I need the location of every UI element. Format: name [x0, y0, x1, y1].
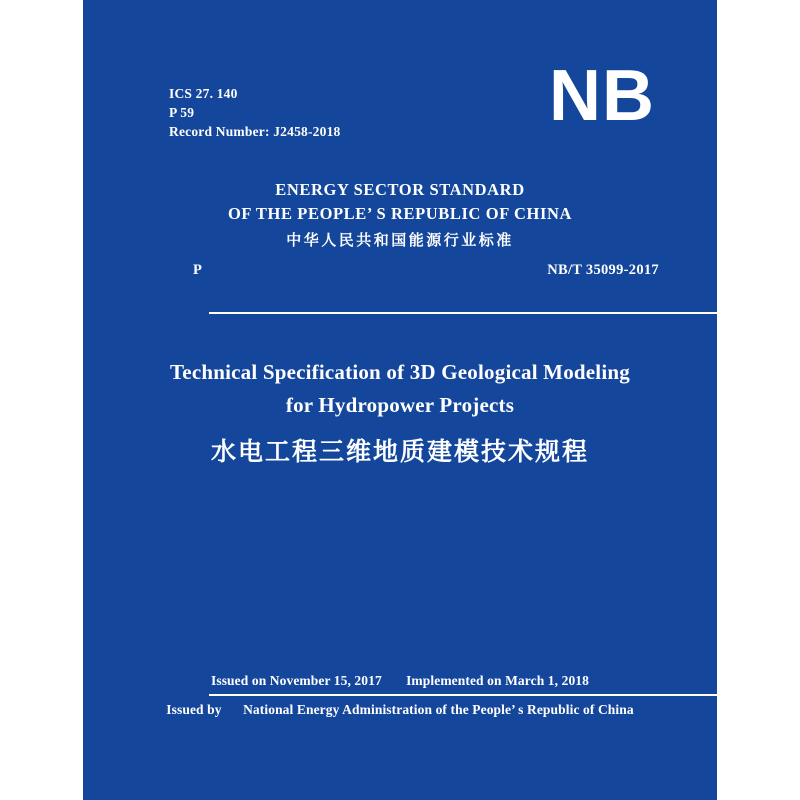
classification-code: P 59 [169, 105, 195, 120]
standard-header-line1: ENERGY SECTOR STANDARD [275, 180, 525, 199]
title-english-line2: for Hydropower Projects [285, 393, 515, 417]
standard-code-row [193, 262, 659, 279]
divider-top [209, 312, 757, 314]
document-title [83, 356, 717, 469]
title-chinese: 水电工程三维地质建模技术规程 [210, 437, 589, 466]
date-row [211, 673, 589, 689]
ics-number: ICS 27. 140 [169, 86, 238, 101]
record-number: Record Number: J2458-2018 [169, 124, 341, 139]
title-english-line1: Technical Specification of 3D Geological Modeling [170, 360, 630, 384]
standard-header [83, 178, 717, 254]
issued-by-label: Issued by [166, 702, 222, 717]
divider-bottom [209, 694, 757, 696]
issued-on-date: Issued on November 15, 2017 [211, 673, 382, 688]
standard-number: NB/T 35099-2017 [547, 262, 659, 278]
issuer-row [83, 702, 717, 718]
standard-cover [83, 0, 717, 800]
standard-header-line2: OF THE PEOPLE’ S REPUBLIC OF CHINA [227, 204, 573, 223]
standard-header-chinese: 中华人民共和国能源行业标准 [286, 231, 514, 249]
issuer-name: National Energy Administration of the People’ s Republic of China [243, 702, 634, 717]
implemented-on-date: Implemented on March 1, 2018 [406, 673, 589, 688]
category-letter: P [193, 262, 203, 278]
metadata-block [169, 84, 340, 141]
nb-logo: NB [549, 56, 655, 136]
